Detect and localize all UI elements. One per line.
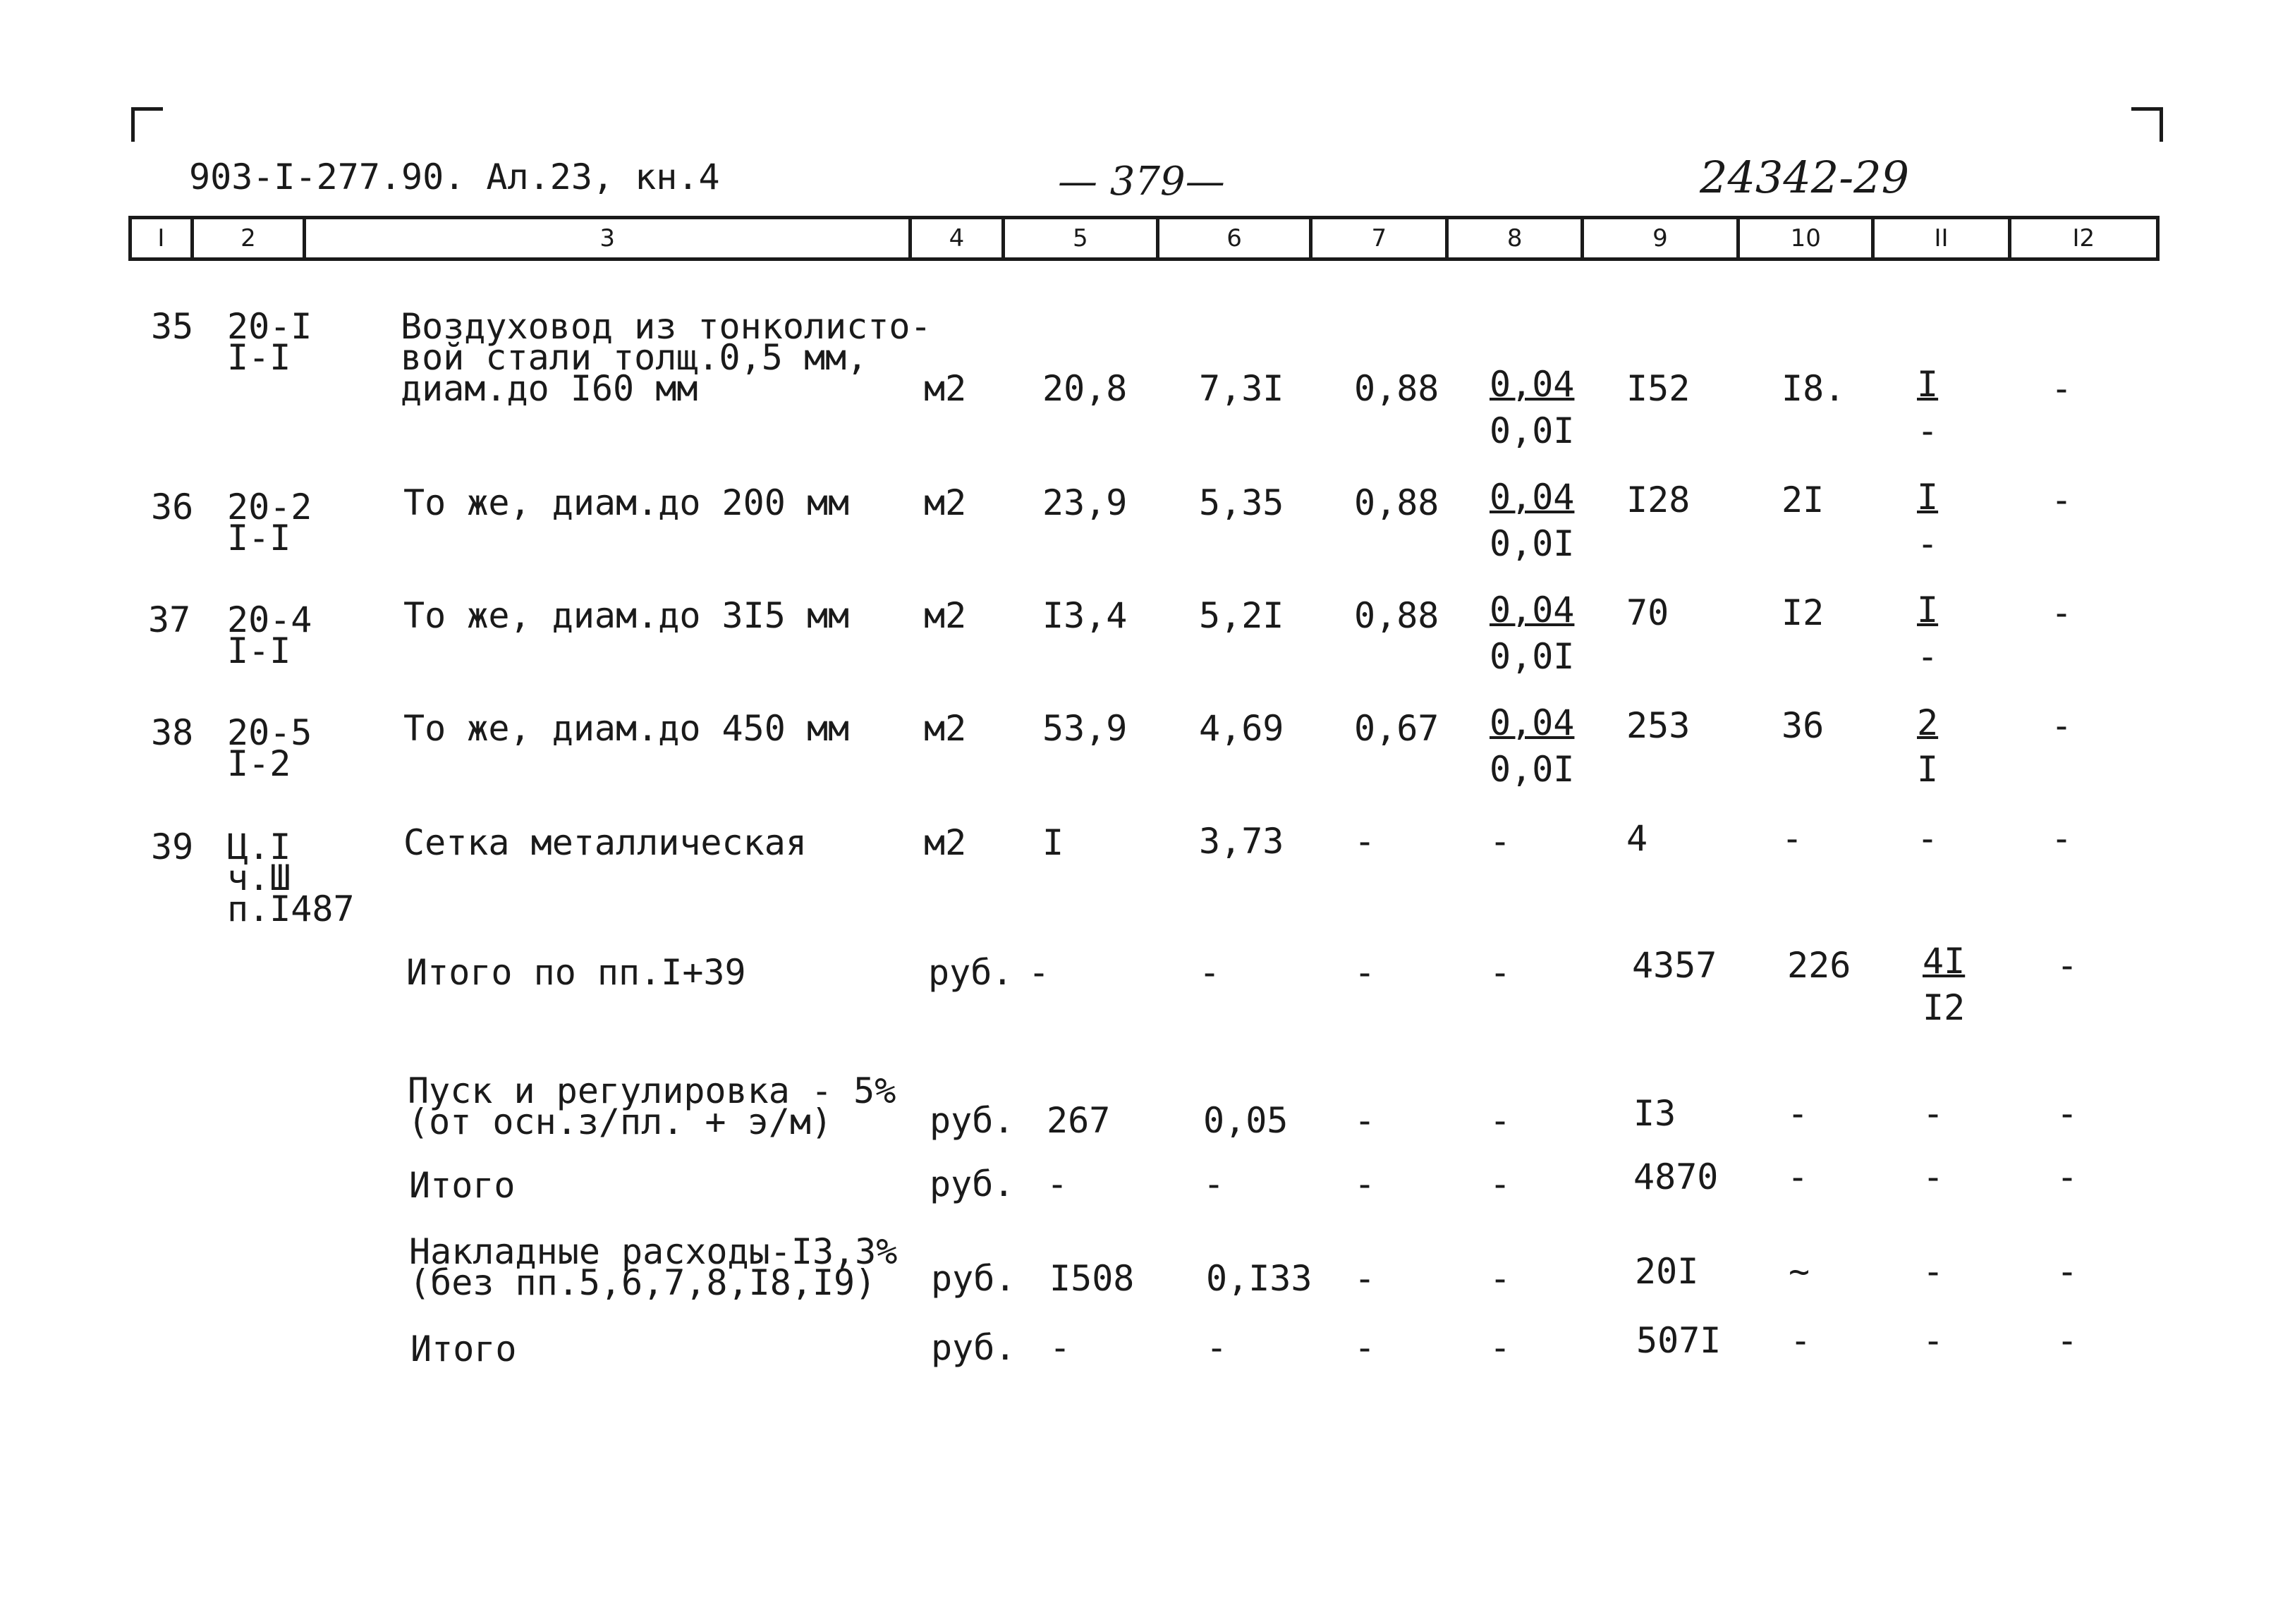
- row-col6: 7,3I: [1199, 368, 1284, 409]
- total-col10: -: [1790, 1320, 1812, 1361]
- row-col9: I28: [1626, 480, 1691, 520]
- row-col10: 2I: [1782, 480, 1825, 520]
- row-col6: 3,73: [1199, 821, 1284, 862]
- row-col6: 5,35: [1199, 482, 1284, 523]
- total-name-line: (без пп.5,6,7,8,I8,I9): [409, 1262, 877, 1303]
- row-col9: 253: [1626, 705, 1691, 746]
- total-col12: -: [2057, 945, 2078, 986]
- row-code-line: I-I: [227, 630, 291, 671]
- row-col12: -: [2051, 705, 2073, 746]
- total-col11: -: [1923, 1320, 1944, 1361]
- total-col11: -: [1923, 1156, 1944, 1197]
- row-col7: 0,88: [1354, 595, 1439, 636]
- row-col7: 0,67: [1354, 708, 1439, 749]
- total-col8: -: [1490, 1164, 1511, 1204]
- row-col8-fraction: [1490, 587, 1574, 680]
- fraction-numerator: I: [1917, 477, 1939, 518]
- total-col5: I508: [1049, 1258, 1135, 1299]
- total-unit: руб.: [931, 1327, 1016, 1368]
- row-col11-fraction: [1917, 474, 1938, 567]
- row-name-line: вой стали толщ.0,5 мм,: [401, 337, 868, 378]
- total-col8: -: [1490, 1100, 1511, 1141]
- row-number: 38: [151, 712, 194, 753]
- row-number: 35: [151, 306, 194, 347]
- row-unit: м2: [924, 595, 967, 636]
- row-name-line: То же, диам.до 200 мм: [403, 482, 850, 523]
- row-name-line: То же, диам.до 450 мм: [403, 708, 850, 749]
- row-col5: I: [1042, 822, 1064, 863]
- fraction-denominator: -: [1917, 410, 1939, 451]
- row-number: 39: [151, 826, 194, 867]
- row-col8-fraction: [1490, 474, 1574, 567]
- fraction-numerator: I: [1917, 590, 1939, 630]
- total-col10: -: [1787, 1156, 1809, 1197]
- total-col9: I3: [1633, 1093, 1676, 1134]
- row-col8: -: [1490, 821, 1511, 862]
- fraction-denominator: 0,0I: [1490, 749, 1575, 790]
- row-col12: -: [2051, 818, 2073, 859]
- total-col9: 4357: [1632, 945, 1717, 986]
- total-col11: -: [1923, 1093, 1944, 1134]
- row-code-line: ч.Ш: [227, 857, 291, 898]
- column-header-9: 9: [1584, 219, 1740, 257]
- total-col10: ~: [1789, 1251, 1810, 1292]
- document-code: 903-I-277.90. Ал.23, кн.4: [189, 157, 720, 197]
- total-col10: -: [1787, 1093, 1809, 1134]
- total-col8: -: [1490, 1258, 1511, 1299]
- row-unit: м2: [924, 482, 967, 523]
- column-header-8: 8: [1449, 219, 1583, 257]
- fraction-denominator: 0,0I: [1490, 636, 1575, 677]
- total-col7: -: [1354, 1164, 1376, 1204]
- row-code-line: 20-I: [227, 306, 312, 347]
- total-col8: -: [1490, 1327, 1511, 1368]
- row-col6: 4,69: [1199, 708, 1284, 749]
- row-name-line: Сетка металлическая: [403, 822, 807, 863]
- column-header-6: 6: [1159, 219, 1313, 257]
- page-number: — 379—: [1058, 159, 1225, 204]
- column-header-10: 10: [1740, 219, 1875, 257]
- total-col6: 0,05: [1203, 1100, 1289, 1141]
- row-col8-fraction: [1490, 361, 1574, 454]
- row-number: 36: [151, 487, 194, 527]
- row-col5: I3,4: [1042, 595, 1128, 636]
- total-col12: -: [2057, 1156, 2078, 1197]
- column-header-3: 3: [306, 219, 912, 257]
- total-col5: -: [1049, 1327, 1071, 1368]
- row-col5: 53,9: [1042, 708, 1128, 749]
- row-code-line: 20-5: [227, 712, 312, 753]
- total-col6: -: [1203, 1164, 1225, 1204]
- total-name-line: Итого: [409, 1165, 516, 1206]
- fraction-numerator: 0,04: [1490, 477, 1575, 518]
- fraction-numerator: 0,04: [1490, 702, 1575, 743]
- column-header-1: I: [132, 219, 194, 257]
- row-number: 37: [148, 599, 191, 640]
- row-col9: 4: [1626, 818, 1648, 859]
- row-col10: -: [1782, 818, 1803, 859]
- total-col5: 267: [1047, 1100, 1111, 1141]
- row-col8-fraction: [1490, 700, 1574, 793]
- row-col10: I8.: [1782, 368, 1846, 409]
- row-col12: -: [2051, 480, 2073, 520]
- row-code-line: I-I: [227, 518, 291, 558]
- row-code-line: I-I: [227, 337, 291, 378]
- fraction-denominator: -: [1917, 523, 1939, 564]
- fraction-numerator: 0,04: [1490, 590, 1575, 630]
- row-col9: I52: [1626, 368, 1691, 409]
- total-col5: -: [1047, 1164, 1068, 1204]
- row-col10: I2: [1782, 592, 1825, 633]
- total-unit: руб.: [931, 1258, 1016, 1299]
- total-col8: -: [1490, 952, 1511, 993]
- row-name-line: Воздуховод из тонколисто-: [401, 306, 932, 347]
- total-col7: -: [1354, 952, 1376, 993]
- total-name-line: (от осн.з/пл. + э/м): [408, 1101, 833, 1142]
- row-col5: 23,9: [1042, 482, 1128, 523]
- row-col5: 20,8: [1042, 368, 1128, 409]
- total-col10: 226: [1787, 945, 1851, 986]
- row-code-line: п.I487: [227, 889, 355, 929]
- row-col12: -: [2051, 368, 2073, 409]
- total-col9: 507I: [1636, 1320, 1722, 1361]
- total-col7: -: [1354, 1258, 1376, 1299]
- row-col11-fraction: [1917, 361, 1938, 454]
- column-header-7: 7: [1313, 219, 1449, 257]
- total-col6: -: [1206, 1327, 1228, 1368]
- total-col6: 0,I33: [1206, 1258, 1313, 1299]
- column-header-12: I2: [2072, 224, 2095, 252]
- row-col9: 70: [1626, 592, 1669, 633]
- row-code-line: Ц.I: [227, 826, 291, 867]
- total-col7: -: [1354, 1327, 1376, 1368]
- fraction-denominator: 0,0I: [1490, 410, 1575, 451]
- fraction-denominator: I2: [1923, 987, 1966, 1028]
- row-code-line: 20-4: [227, 599, 312, 640]
- total-name-line: Накладные расходы-I3,3%: [409, 1231, 898, 1272]
- fraction-numerator: 4I: [1923, 941, 1966, 982]
- total-col12: -: [2057, 1320, 2078, 1361]
- row-unit: м2: [924, 822, 967, 863]
- row-name-line: диам.до I60 мм: [401, 368, 698, 409]
- total-name-line: Пуск и регулировка - 5%: [408, 1070, 896, 1111]
- row-code-line: I-2: [227, 743, 291, 784]
- row-col6: 5,2I: [1199, 595, 1284, 636]
- total-col9: 4870: [1633, 1156, 1719, 1197]
- total-unit: руб.: [930, 1164, 1015, 1204]
- total-col12: -: [2057, 1251, 2078, 1292]
- column-header-11: II: [1875, 219, 2011, 257]
- column-header-2: 2: [194, 219, 306, 257]
- total-unit: руб.: [928, 952, 1013, 993]
- fraction-numerator: I: [1917, 364, 1939, 405]
- column-header-5: 5: [1005, 219, 1159, 257]
- row-unit: м2: [924, 708, 967, 749]
- sheet-code: 24342-29: [1700, 152, 1910, 203]
- row-col11: -: [1917, 818, 1939, 859]
- row-col7: -: [1354, 821, 1376, 862]
- row-unit: м2: [924, 368, 967, 409]
- total-col6: -: [1199, 952, 1221, 993]
- total-unit: руб.: [930, 1100, 1015, 1141]
- total-col7: -: [1354, 1100, 1376, 1141]
- row-col10: 36: [1782, 705, 1825, 746]
- fraction-denominator: 0,0I: [1490, 523, 1575, 564]
- total-col12: -: [2057, 1093, 2078, 1134]
- total-col9: 20I: [1635, 1251, 1699, 1292]
- fraction-denominator: -: [1917, 636, 1939, 677]
- fraction-denominator: I: [1917, 749, 1939, 790]
- fraction-numerator: 2: [1917, 702, 1939, 743]
- total-col11-fraction: [1923, 938, 1965, 1031]
- row-name-line: То же, диам.до 3I5 мм: [403, 595, 850, 636]
- total-name-line: Итого: [410, 1329, 517, 1369]
- row-col7: 0,88: [1354, 482, 1439, 523]
- row-col7: 0,88: [1354, 368, 1439, 409]
- total-name-line: Итого по пп.I+39: [406, 952, 746, 993]
- total-col11: -: [1923, 1251, 1944, 1292]
- column-header-4: 4: [912, 219, 1005, 257]
- row-code-line: 20-2: [227, 487, 312, 527]
- fraction-numerator: 0,04: [1490, 364, 1575, 405]
- row-col11-fraction: [1917, 587, 1938, 680]
- row-col12: -: [2051, 592, 2073, 633]
- total-col5: -: [1028, 952, 1050, 993]
- row-col11-fraction: [1917, 700, 1938, 793]
